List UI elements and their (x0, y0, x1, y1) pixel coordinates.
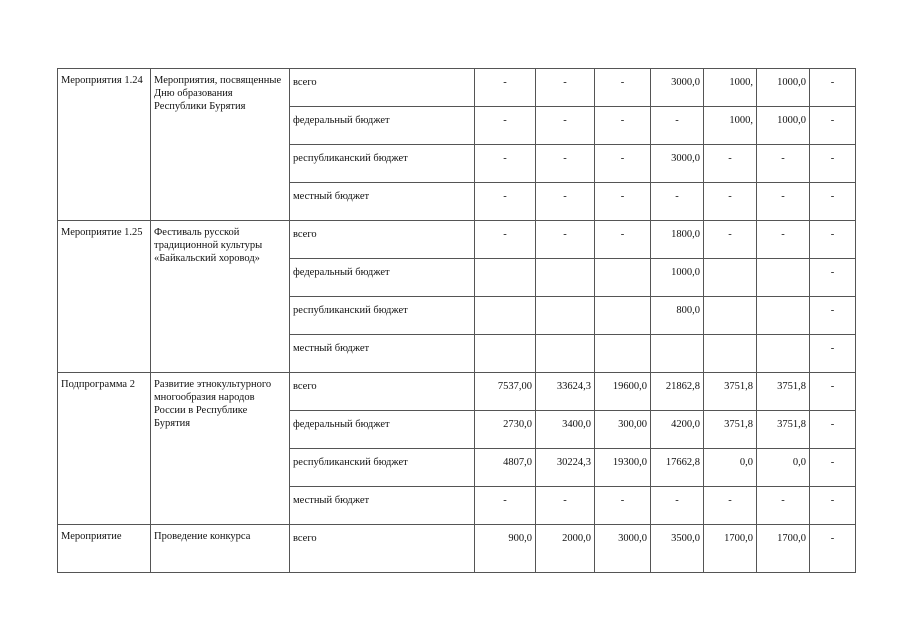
amount-cell: - (475, 487, 536, 525)
amount-cell: - (595, 183, 651, 221)
amount-cell: - (536, 107, 595, 145)
amount-cell: - (810, 297, 856, 335)
amount-cell: 0,0 (757, 449, 810, 487)
amount-cell (704, 297, 757, 335)
amount-cell: - (536, 221, 595, 259)
amount-cell: - (810, 221, 856, 259)
amount-cell: - (810, 259, 856, 297)
amount-cell: - (475, 221, 536, 259)
amount-cell (536, 297, 595, 335)
amount-cell: - (810, 487, 856, 525)
amount-cell: 900,0 (475, 525, 536, 573)
amount-cell: 3000,0 (651, 145, 704, 183)
amount-cell (536, 335, 595, 373)
activity-name: Развитие этнокультурного многообразия народов России в Республике Бурятия (151, 373, 290, 525)
amount-cell: - (810, 449, 856, 487)
amount-cell: 300,00 (595, 411, 651, 449)
funding-source: местный бюджет (290, 183, 475, 221)
amount-cell: - (536, 183, 595, 221)
amount-cell: - (595, 487, 651, 525)
funding-source: местный бюджет (290, 487, 475, 525)
amount-cell: 1000,0 (651, 259, 704, 297)
amount-cell: - (651, 107, 704, 145)
funding-source: федеральный бюджет (290, 107, 475, 145)
amount-cell: - (704, 145, 757, 183)
amount-cell: 3400,0 (536, 411, 595, 449)
funding-source: республиканский бюджет (290, 145, 475, 183)
amount-cell: 1700,0 (757, 525, 810, 573)
funding-source: всего (290, 221, 475, 259)
amount-cell: 2000,0 (536, 525, 595, 573)
amount-cell (536, 259, 595, 297)
amount-cell: 1700,0 (704, 525, 757, 573)
amount-cell: 1000, (704, 69, 757, 107)
amount-cell: - (536, 487, 595, 525)
amount-cell: 17662,8 (651, 449, 704, 487)
table-row (58, 525, 856, 573)
amount-cell: 19600,0 (595, 373, 651, 411)
amount-cell: 3000,0 (595, 525, 651, 573)
amount-cell: - (651, 487, 704, 525)
amount-cell: - (757, 221, 810, 259)
amount-cell (475, 335, 536, 373)
amount-cell: - (810, 145, 856, 183)
activity-name: Проведение конкурса (151, 525, 290, 573)
amount-cell: 1000,0 (757, 107, 810, 145)
amount-cell: 3751,8 (704, 373, 757, 411)
funding-source: всего (290, 525, 475, 573)
amount-cell: - (757, 183, 810, 221)
amount-cell: 3751,8 (757, 373, 810, 411)
amount-cell: - (475, 145, 536, 183)
amount-cell: 1000, (704, 107, 757, 145)
amount-cell: - (475, 69, 536, 107)
amount-cell: - (704, 183, 757, 221)
funding-source: федеральный бюджет (290, 411, 475, 449)
budget-table (57, 68, 856, 573)
amount-cell: 7537,00 (475, 373, 536, 411)
amount-cell: 19300,0 (595, 449, 651, 487)
amount-cell (475, 259, 536, 297)
amount-cell (595, 297, 651, 335)
amount-cell: 0,0 (704, 449, 757, 487)
table-row (58, 69, 856, 107)
amount-cell: - (475, 107, 536, 145)
table-row (58, 373, 856, 411)
funding-source: республиканский бюджет (290, 449, 475, 487)
amount-cell: 3500,0 (651, 525, 704, 573)
amount-cell: - (595, 145, 651, 183)
amount-cell: 3000,0 (651, 69, 704, 107)
activity-code: Мероприятие 1.25 (58, 221, 151, 373)
amount-cell: 30224,3 (536, 449, 595, 487)
activity-code: Подпрограмма 2 (58, 373, 151, 525)
activity-name: Фестиваль русской традиционной культуры «Байкальский хоровод» (151, 221, 290, 373)
amount-cell: 21862,8 (651, 373, 704, 411)
activity-code: Мероприятия 1.24 (58, 69, 151, 221)
amount-cell: - (810, 335, 856, 373)
amount-cell: - (810, 107, 856, 145)
amount-cell: - (595, 221, 651, 259)
amount-cell: 3751,8 (704, 411, 757, 449)
activity-name: Мероприятия, посвященные Дню образования Республики Бурятия (151, 69, 290, 221)
amount-cell: - (475, 183, 536, 221)
amount-cell: - (810, 69, 856, 107)
amount-cell: - (651, 183, 704, 221)
amount-cell (595, 335, 651, 373)
amount-cell: - (810, 525, 856, 573)
amount-cell (475, 297, 536, 335)
amount-cell (704, 335, 757, 373)
amount-cell: - (595, 69, 651, 107)
funding-source: федеральный бюджет (290, 259, 475, 297)
table-row (58, 221, 856, 259)
amount-cell: 1800,0 (651, 221, 704, 259)
amount-cell: - (810, 411, 856, 449)
amount-cell: - (536, 69, 595, 107)
funding-source: всего (290, 69, 475, 107)
amount-cell: 33624,3 (536, 373, 595, 411)
amount-cell: - (704, 221, 757, 259)
funding-source: местный бюджет (290, 335, 475, 373)
amount-cell: 4200,0 (651, 411, 704, 449)
amount-cell (757, 335, 810, 373)
amount-cell: - (536, 145, 595, 183)
amount-cell (757, 259, 810, 297)
amount-cell (757, 297, 810, 335)
amount-cell: 800,0 (651, 297, 704, 335)
amount-cell: - (595, 107, 651, 145)
amount-cell: 2730,0 (475, 411, 536, 449)
amount-cell: 4807,0 (475, 449, 536, 487)
amount-cell (651, 335, 704, 373)
amount-cell: - (757, 487, 810, 525)
amount-cell: 1000,0 (757, 69, 810, 107)
amount-cell (704, 259, 757, 297)
amount-cell: - (757, 145, 810, 183)
funding-source: республиканский бюджет (290, 297, 475, 335)
amount-cell: 3751,8 (757, 411, 810, 449)
amount-cell: - (810, 373, 856, 411)
amount-cell: - (810, 183, 856, 221)
funding-source: всего (290, 373, 475, 411)
activity-code: Мероприятие (58, 525, 151, 573)
amount-cell: - (704, 487, 757, 525)
amount-cell (595, 259, 651, 297)
